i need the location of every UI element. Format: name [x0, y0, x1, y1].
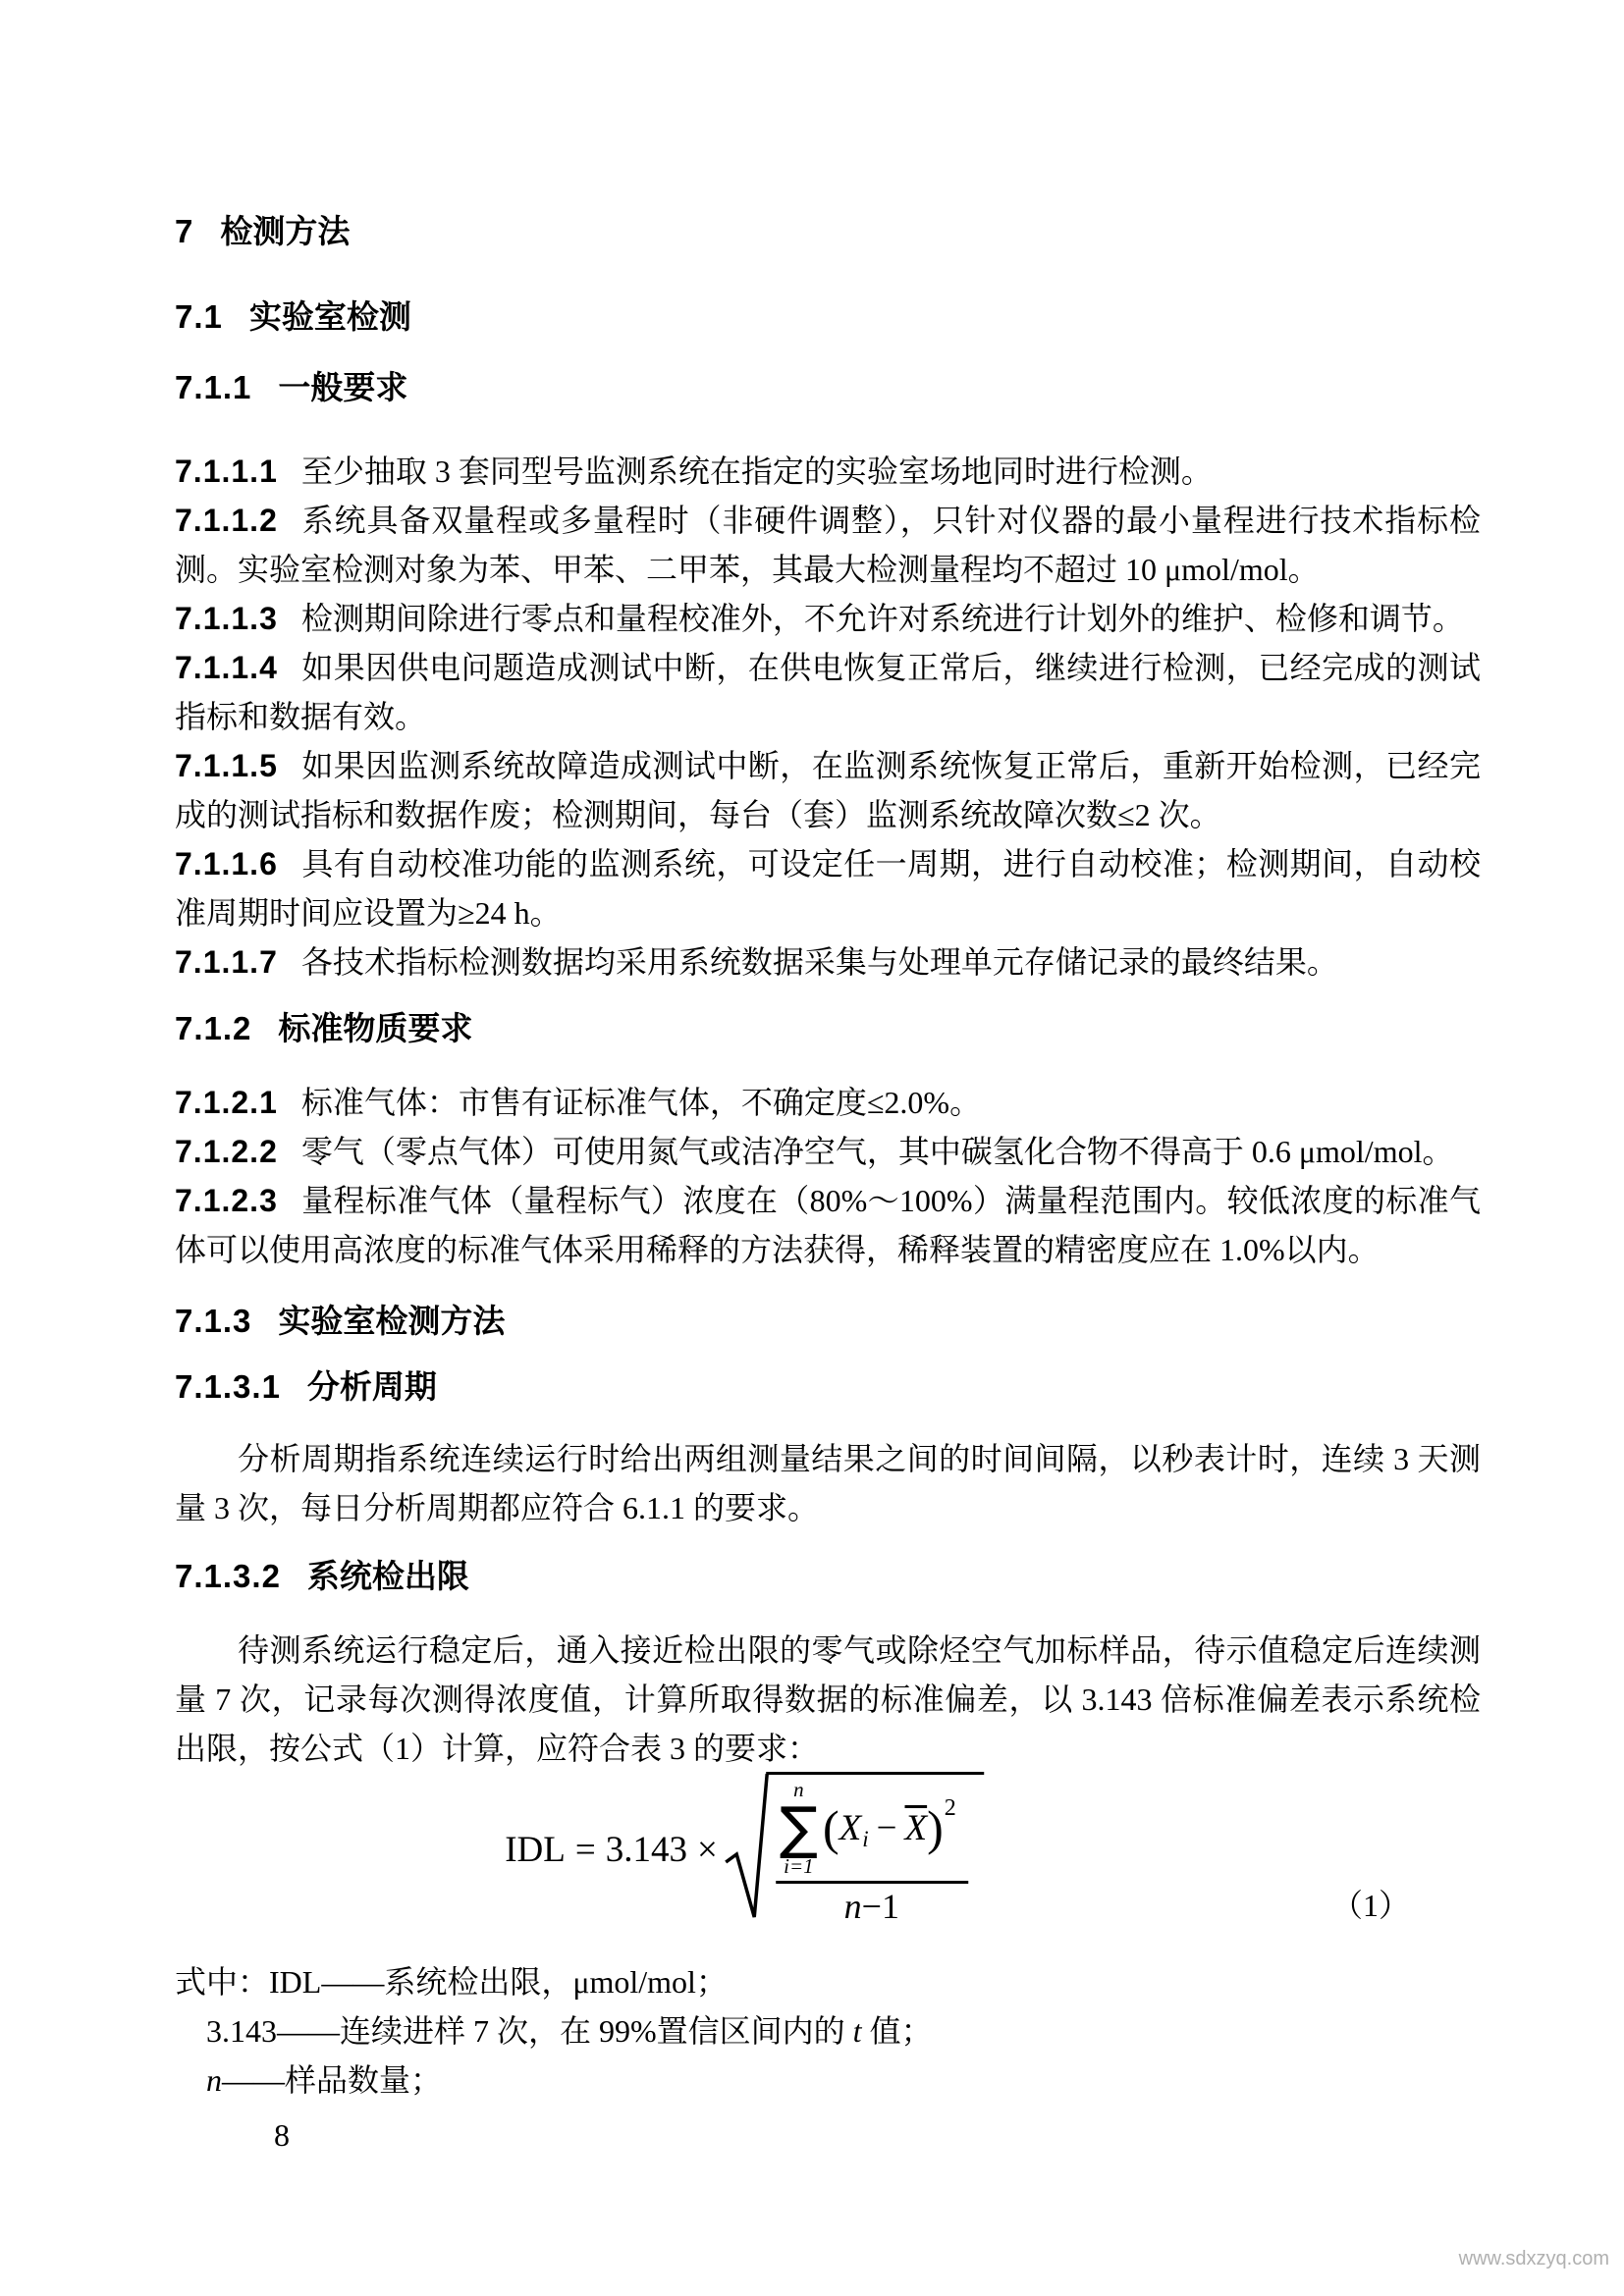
chapter-heading — [175, 209, 1481, 254]
equals-sign: = — [574, 1829, 596, 1870]
t-variable: t — [852, 2013, 862, 2049]
formula-lhs-name: IDL — [505, 1829, 566, 1870]
section-number: 7.1 — [175, 298, 223, 335]
section-heading-7-1-1 — [175, 365, 1481, 410]
fraction-denominator — [844, 1884, 899, 1927]
section-number: 7.1.3 — [175, 1303, 252, 1339]
equation-number: （1） — [1330, 1888, 1410, 1923]
clause-text: 至少抽取 3 套同型号监测系统在指定的实验室场地同时进行检测。 — [300, 454, 1213, 489]
section-title: 分析周期 — [306, 1368, 437, 1405]
radicand — [766, 1772, 984, 1927]
clause-7-1-1-2 — [175, 496, 1481, 594]
clause-7-1-1-3 — [175, 594, 1481, 643]
clause-text: 系统具备双量程或多量程时（非硬件调整），只针对仪器的最小量程进行技术指标检测。实验室检测对象为苯、甲苯、二甲苯，其最大检测量程均不超过 10 μmol/mol。 — [175, 503, 1481, 587]
summation-lower-limit: i=1 — [784, 1854, 814, 1878]
section-heading-7-1-3-1 — [175, 1364, 1481, 1410]
chapter-title: 检测方法 — [220, 213, 351, 249]
detection-limit-paragraph: 待测系统运行稳定后，通入接近检出限的零气或除烃空气加标样品，待示值稳定后连续测量 7 次，记录每次测得浓度值，计算所取得数据的标准偏差，以 3.143 倍标准偏差表示系统检出限，按公式（1）计算，应符合表 3 的要求： — [175, 1632, 1481, 1766]
clause-text: 如果因供电问题造成测试中断，在供电恢复正常后，继续进行检测，已经完成的测试指标和数据有效。 — [175, 650, 1481, 734]
clause-7-1-2-3 — [175, 1176, 1481, 1274]
section-number: 7.1.1 — [175, 369, 252, 405]
clause-7-1-1-7 — [175, 937, 1481, 987]
sigma-symbol: ∑ — [779, 1794, 818, 1861]
close-paren: ) — [927, 1800, 944, 1855]
fraction — [776, 1779, 968, 1927]
clause-7-1-2-2 — [175, 1127, 1481, 1176]
section-title: 一般要求 — [278, 369, 408, 405]
clause-number: 7.1.1.1 — [175, 454, 278, 489]
clause-text: 标准气体：市售有证标准气体，不确定度≤2.0%。 — [300, 1085, 982, 1120]
section-heading-7-1 — [175, 294, 1481, 340]
legend-line-t-value — [206, 2006, 1481, 2056]
clause-number: 7.1.2.3 — [175, 1183, 278, 1218]
formula-coefficient: 3.143 — [605, 1829, 688, 1870]
term-subscript: i — [862, 1827, 869, 1851]
denominator-variable: n — [843, 1887, 862, 1926]
clause-number: 7.1.2.2 — [175, 1134, 278, 1169]
clause-text: 各技术指标检测数据均采用系统数据采集与处理单元存储记录的最终结果。 — [300, 944, 1338, 980]
section-title: 系统检出限 — [306, 1558, 469, 1594]
section-heading-7-1-2 — [175, 1006, 1481, 1051]
section-heading-7-1-3-2 — [175, 1554, 1481, 1599]
section-heading-7-1-3 — [175, 1299, 1481, 1344]
clause-number: 7.1.2.1 — [175, 1085, 278, 1120]
clause-7-1-1-6 — [175, 839, 1481, 937]
clause-text: 零气（零点气体）可使用氮气或洁净空气，其中碳氢化合物不得高于 0.6 μmol/mol。 — [300, 1134, 1454, 1169]
section-number: 7.1.3.2 — [175, 1558, 281, 1594]
clause-number: 7.1.1.4 — [175, 650, 278, 685]
clause-text: 具有自动校准功能的监测系统，可设定任一周期，进行自动校准；检测期间，自动校准周期时间应设置为≥24 h。 — [175, 846, 1481, 931]
formula-lhs — [505, 1829, 718, 1871]
formula-legend — [175, 1957, 1481, 2105]
legend-line-idl: 式中：IDL——系统检出限，μmol/mol； — [175, 1964, 728, 2000]
clause-7-1-2-1 — [175, 1078, 1481, 1127]
page-number: 8 — [274, 2117, 290, 2153]
summation-upper-limit: n — [793, 1778, 804, 1801]
open-paren: ( — [822, 1800, 839, 1855]
minus-sign: − — [876, 1807, 897, 1848]
legend-text: 3.143——连续进样 7 次，在 99%置信区间内的 — [206, 2013, 853, 2049]
chapter-number: 7 — [175, 213, 194, 249]
section-number: 7.1.3.1 — [175, 1368, 281, 1405]
clause-number: 7.1.1.6 — [175, 846, 278, 881]
exponent: 2 — [944, 1794, 956, 1821]
section-title: 实验室检测 — [248, 298, 411, 335]
analysis-cycle-paragraph: 分析周期指系统连续运行时给出两组测量结果之间的时间间隔，以秒表计时，连续 3 天测量 3 次，每日分析周期都应符合 6.1.1 的要求。 — [175, 1441, 1481, 1525]
watermark: www.sdxzyq.com — [1458, 2248, 1609, 2269]
clause-7-1-1-5 — [175, 741, 1481, 839]
formula-idl — [505, 1775, 984, 1924]
radical-sign-icon — [724, 1772, 769, 1921]
square-root — [724, 1772, 984, 1927]
clause-text: 量程标准气体（量程标气）浓度在（80%～100%）满量程范围内。较低浓度的标准气体可以使用高浓度的标准气体采用稀释的方法获得，稀释装置的精密度应在 1.0%以内。 — [175, 1183, 1481, 1267]
clause-number: 7.1.1.3 — [175, 601, 278, 636]
section-number: 7.1.2 — [175, 1010, 252, 1046]
summation — [780, 1779, 818, 1877]
clause-7-1-1-1 — [175, 447, 1481, 496]
legend-text: 值； — [861, 2013, 933, 2049]
mean-variable: $\overline{X}$ — [904, 1807, 928, 1848]
clause-text: 如果因监测系统故障造成测试中断，在监测系统恢复正常后，重新开始检测，已经完成的测试指标和数据作废；检测期间，每台（套）监测系统故障次数≤2 次。 — [175, 748, 1481, 832]
document-content — [175, 209, 1481, 2105]
n-variable: n — [206, 2062, 222, 2098]
legend-line-n — [206, 2056, 1481, 2105]
clause-number: 7.1.1.2 — [175, 503, 278, 538]
clause-text: 检测期间除进行零点和量程校准外，不允许对系统进行计划外的维护、检修和调节。 — [300, 601, 1464, 636]
clause-number: 7.1.1.7 — [175, 944, 278, 980]
fraction-numerator — [776, 1779, 968, 1884]
clause-7-1-1-4 — [175, 643, 1481, 741]
term-variable: X — [839, 1807, 862, 1848]
section-title: 标准物质要求 — [278, 1010, 473, 1046]
formula-block — [175, 1775, 1481, 1924]
times-sign: × — [697, 1829, 718, 1870]
legend-text: ——样品数量； — [222, 2062, 443, 2098]
section-title: 实验室检测方法 — [278, 1303, 506, 1339]
summand-term — [822, 1794, 956, 1855]
denominator-rest: −1 — [861, 1887, 899, 1926]
clause-number: 7.1.1.5 — [175, 748, 278, 783]
